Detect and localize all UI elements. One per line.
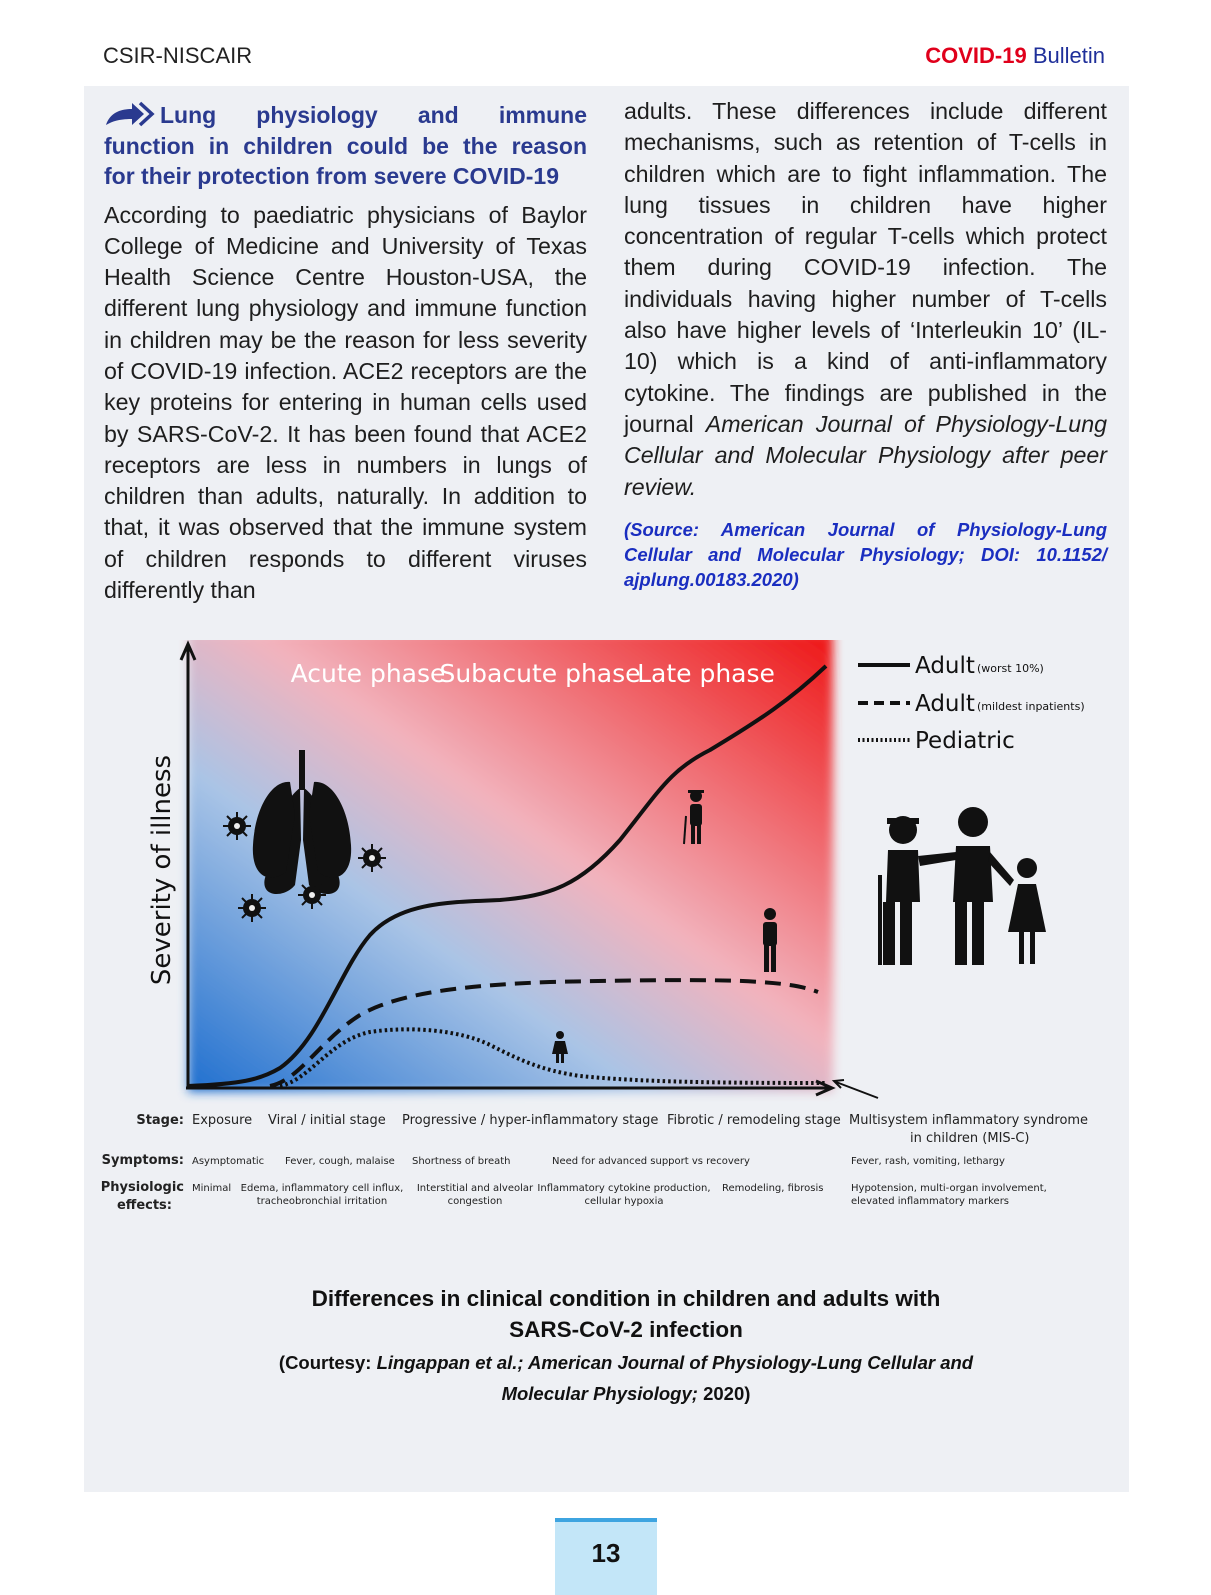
caption-title-line-2: SARS-CoV-2 infection: [509, 1317, 743, 1342]
row-label-symptoms: Symptoms:: [101, 1153, 184, 1168]
legend-item-3-main: Pediatric: [915, 728, 1015, 754]
article-right-column: [624, 96, 1107, 592]
physio-cytokine-1: Inflammatory cytokine production,: [537, 1183, 711, 1194]
heading-line-3: for their protection from severe COVID-19: [104, 163, 559, 189]
symptom-fever-cough: Fever, cough, malaise: [285, 1156, 395, 1167]
article-heading: [104, 100, 587, 192]
credit-italic: Lingappan et al.; American Journal of Physiology-Lung Cellular and Molecular Physiology;: [376, 1352, 974, 1404]
physio-edema-1: Edema, inflammatory cell influx,: [240, 1183, 404, 1194]
credit-close: 2020): [697, 1383, 751, 1404]
source-part-a: (Source: American Journal of Physiology-Lung Cellular and Molecular Physiology: [624, 518, 1107, 565]
symptom-advanced-support: Need for advanced support vs recovery: [552, 1156, 750, 1167]
paragraph-right-text: adults. These differences include different mechanisms, such as retention of T-cells in children which are to fight inflammation. The lung tissues in children have higher concentration of regular T-cells which protect them during COVID-19 infection. The individuals having higher number of T-cells also have higher levels of ‘Interleukin 10’ (IL-10) which is a kind of anti-inflammatory cytokine. The findings are published in the journal: [624, 98, 1107, 437]
physio-mis-c-1: Hypotension, multi-organ involvement,: [851, 1183, 1047, 1194]
virus-icon: [298, 881, 326, 909]
bulletin-title-red: COVID-19: [925, 43, 1027, 68]
bulletin-title-blue: Bulletin: [1032, 43, 1105, 68]
virus-icon: [358, 844, 386, 872]
credit-open: (Courtesy:: [278, 1352, 377, 1373]
physio-congestion-1: Interstitial and alveolar: [416, 1183, 534, 1194]
caption-credit: [256, 1347, 996, 1409]
paragraph-right-ending: after peer review.: [624, 442, 1107, 500]
physio-cytokine-2: cellular hypoxia: [584, 1196, 664, 1207]
article-paragraph-left: According to paediatric physicians of Baylor College of Medicine and University of Texas Health Science Centre Houston-USA, the different lung physiology and immune function in children may be the reason for less severity of COVID-19 infection. ACE2 receptors are the key proteins for entering in human cells used by SARS-CoV-2. It has been found that ACE2 receptors are less in numbers in lungs of children than adults, naturally. In addition to that, it was observed that the immune system of children responds to different viruses differently than: [104, 201, 587, 604]
stage-fibrotic: Fibrotic / remodeling stage: [667, 1113, 841, 1128]
bulletin-title: [925, 43, 1105, 69]
symptom-mis-c: Fever, rash, vomiting, lethargy: [851, 1156, 1005, 1167]
legend-item-1-main: Adult: [915, 653, 975, 679]
stage-mis-c-line-2: in children (MIS-C): [910, 1131, 1030, 1146]
clinical-course-figure: [100, 640, 1110, 1240]
physio-remodeling: Remodeling, fibrosis: [722, 1183, 824, 1194]
row-label-physiologic-1: Physiologic: [100, 1180, 184, 1195]
phase-label-subacute: Subacute phase: [439, 659, 641, 688]
caption-title-line-1: Differences in clinical condition in children and adults with: [311, 1286, 941, 1311]
arrow-bullet-icon: [104, 101, 156, 127]
page-number-box: [555, 1518, 657, 1595]
figure-caption: [100, 1283, 1152, 1409]
family-group-icon: [878, 807, 1046, 965]
physio-edema-2: tracheobronchial irritation: [256, 1196, 388, 1207]
stage-mis-c-line-1: Multisystem inflammatory syndrome: [849, 1113, 1089, 1128]
legend-item-2-note: (mildest inpatients): [977, 700, 1085, 713]
physio-congestion-2: congestion: [447, 1196, 503, 1207]
physio-minimal: Minimal: [192, 1183, 232, 1194]
physio-mis-c-2: elevated inflammatory markers: [851, 1196, 1010, 1207]
symptom-shortness-breath: Shortness of breath: [412, 1156, 511, 1167]
heading-line-1: Lung physiology and immune: [160, 102, 587, 128]
stage-viral: Viral / initial stage: [268, 1113, 386, 1128]
mis-c-pointer-arrow: [836, 1082, 878, 1098]
y-axis-label: Severity of illness: [147, 754, 177, 986]
publisher-name: CSIR-NISCAIR: [103, 43, 253, 68]
stage-exposure: Exposure: [192, 1113, 253, 1128]
legend-item-2-main: Adult: [915, 691, 975, 717]
article-paragraph-right: [624, 96, 1107, 503]
symptom-asymptomatic: Asymptomatic: [192, 1156, 265, 1167]
page-number: 13: [591, 1538, 621, 1568]
phase-label-late: Late phase: [637, 659, 775, 688]
legend: [858, 653, 1085, 754]
article-left-column: [104, 100, 587, 606]
phase-label-acute: Acute phase: [290, 659, 446, 688]
heading-line-2: function in children could be the reason: [104, 132, 587, 159]
journal-name: American Journal of Physiology-Lung Cellular and Molecular Physiology: [624, 410, 1107, 469]
row-label-stage: Stage:: [136, 1113, 184, 1128]
stage-progressive: Progressive / hyper-inflammatory stage: [402, 1113, 659, 1128]
source-citation: [624, 517, 1107, 592]
virus-icon: [238, 894, 266, 922]
source-part-b: ; DOI: 10.1152/ ajplung.00183.2020): [624, 543, 1107, 590]
legend-item-1-note: (worst 10%): [977, 662, 1044, 675]
virus-icon: [223, 812, 251, 840]
row-label-physiologic-2: effects:: [116, 1198, 172, 1213]
